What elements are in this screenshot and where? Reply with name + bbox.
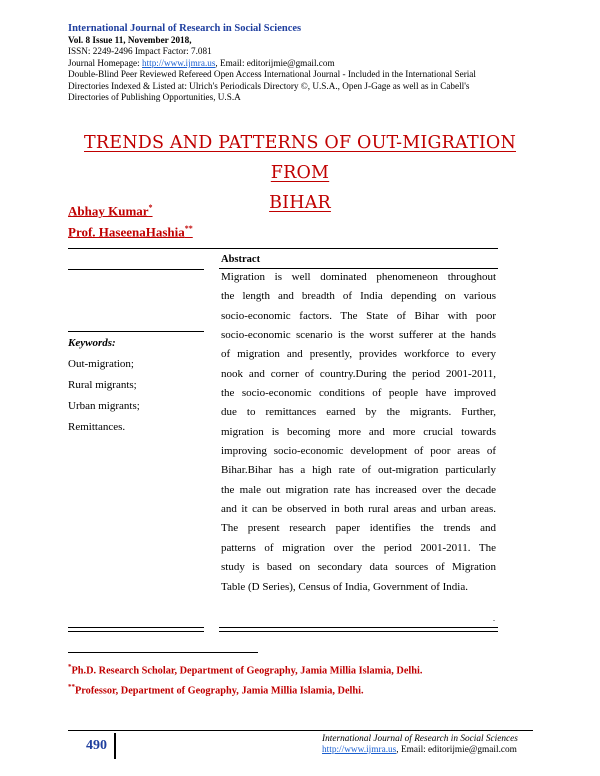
author-1 [68,203,153,219]
right-bottom-rule-2 [219,631,498,632]
keyword-item: Out-migration; [68,358,134,370]
left-bottom-rule-2 [68,631,204,632]
journal-header [68,22,538,103]
abstract-line: patterns of migration over the period 2001-2011. The [221,541,496,554]
keyword-item: Urban migrants; [68,400,140,412]
abstract-line: migration is becoming more and more crucial towards [221,425,496,438]
author-2 [68,224,193,240]
abstract-line: nook and corner of country.During the period 2001-2011, [221,367,496,380]
top-rule [68,248,498,249]
peer-review-line-3: Directories of Publishing Opportunities, U.S.A [68,92,241,103]
journal-name: International Journal of Research in Social Sciences [68,23,302,34]
footer-journal-name: International Journal of Research in Social Sciences [322,734,518,744]
homepage-label: Journal Homepage: [68,57,142,68]
footer-rule [68,730,533,731]
keywords-heading: Keywords: [68,337,116,349]
abstract-heading: Abstract [221,254,261,265]
footnote-1 [68,663,422,676]
abstract-line: Migration is well dominated phenomeneon throughout [221,271,496,283]
author-1-name: Abhay Kumar [68,203,149,219]
footnote-2-mark: ** [68,683,75,691]
page-number: 490 [86,738,107,753]
abstract-line: socio-economic factors. The State of Bihar with poor [221,309,496,322]
left-rule-under-header [68,269,204,270]
keywords-top-rule [68,331,204,332]
paper-title-line-2: BIHAR [269,193,331,213]
peer-review-line-1: Double-Blind Peer Reviewed Refereed Open Access International Journal - Included in the International Serial [68,69,476,80]
right-bottom-rule-1 [219,627,498,628]
footnote-1-text: Ph.D. Research Scholar, Department of Geography, Jamia Millia Islamia, Delhi. [71,665,423,677]
journal-homepage-line [68,58,538,69]
footnote-1-mark: * [68,663,72,671]
abstract-line: socio-economic scenario is the worst sufferer at the hands [221,329,496,342]
header-email: , Email: editorijmie@gmail.com [215,57,335,68]
keyword-item: Rural migrants; [68,379,137,391]
abstract-line: the socio-economic conditions of people have improved [221,387,496,400]
footer-journal [322,734,518,756]
footer-url-link[interactable]: http://www.ijmra.us [322,745,397,755]
abstract-line: of migration and presently, provides workforce to every [221,348,496,361]
abstract-body [221,268,496,597]
abstract-line: The present research paper identifies the trends and [221,522,496,535]
footnote-2 [68,683,364,696]
author-2-name: Prof. HaseenaHashia [68,224,185,240]
peer-review-line-2: Directories Indexed & Listed at: Ulrich's Periodicals Directory ©, U.S.A., Open J-Gage as well as in Cabell's [68,80,470,91]
author-2-mark: ** [184,224,193,233]
abstract-line: the male out migration rate has increased over the decade [221,483,496,496]
homepage-link[interactable]: http://www.ijmra.us [142,57,216,68]
abstract-line: improving socio-economic development of poor areas of [221,445,496,458]
footer-email: , Email: editorijmie@gmail.com [396,745,517,755]
footnote-rule [68,652,258,653]
abstract-line: Bihar.Bihar has a high rate of out-migration particularly [221,464,496,477]
abstract-line: and it can be observed in both rural areas and urban areas. [221,503,496,516]
footer-contact [322,745,518,756]
journal-volume: Vol. 8 Issue 11, November 2018, [68,35,192,45]
keywords-block [68,333,140,438]
abstract-line: Table (D Series), Census of India, Government of India. [221,580,468,593]
trailing-dot: . [493,614,495,623]
footnote-2-text: Professor, Department of Geography, Jamia Millia Islamia, Delhi. [75,685,364,697]
abstract-line: due to remittances earned by the migrants. Further, [221,406,496,419]
footer-divider [114,733,116,759]
abstract-line: the length and breadth of India depending on various [221,290,496,303]
keyword-item: Remittances. [68,421,126,433]
author-1-mark: * [148,203,153,212]
abstract-line: study is based on secondary data sources of Migration [221,561,496,574]
left-bottom-rule-1 [68,627,204,628]
paper-title-line-1: TRENDS AND PATTERNS OF OUT-MIGRATION FROM [84,133,516,183]
journal-issn: ISSN: 2249-2496 Impact Factor: 7.081 [68,46,212,57]
